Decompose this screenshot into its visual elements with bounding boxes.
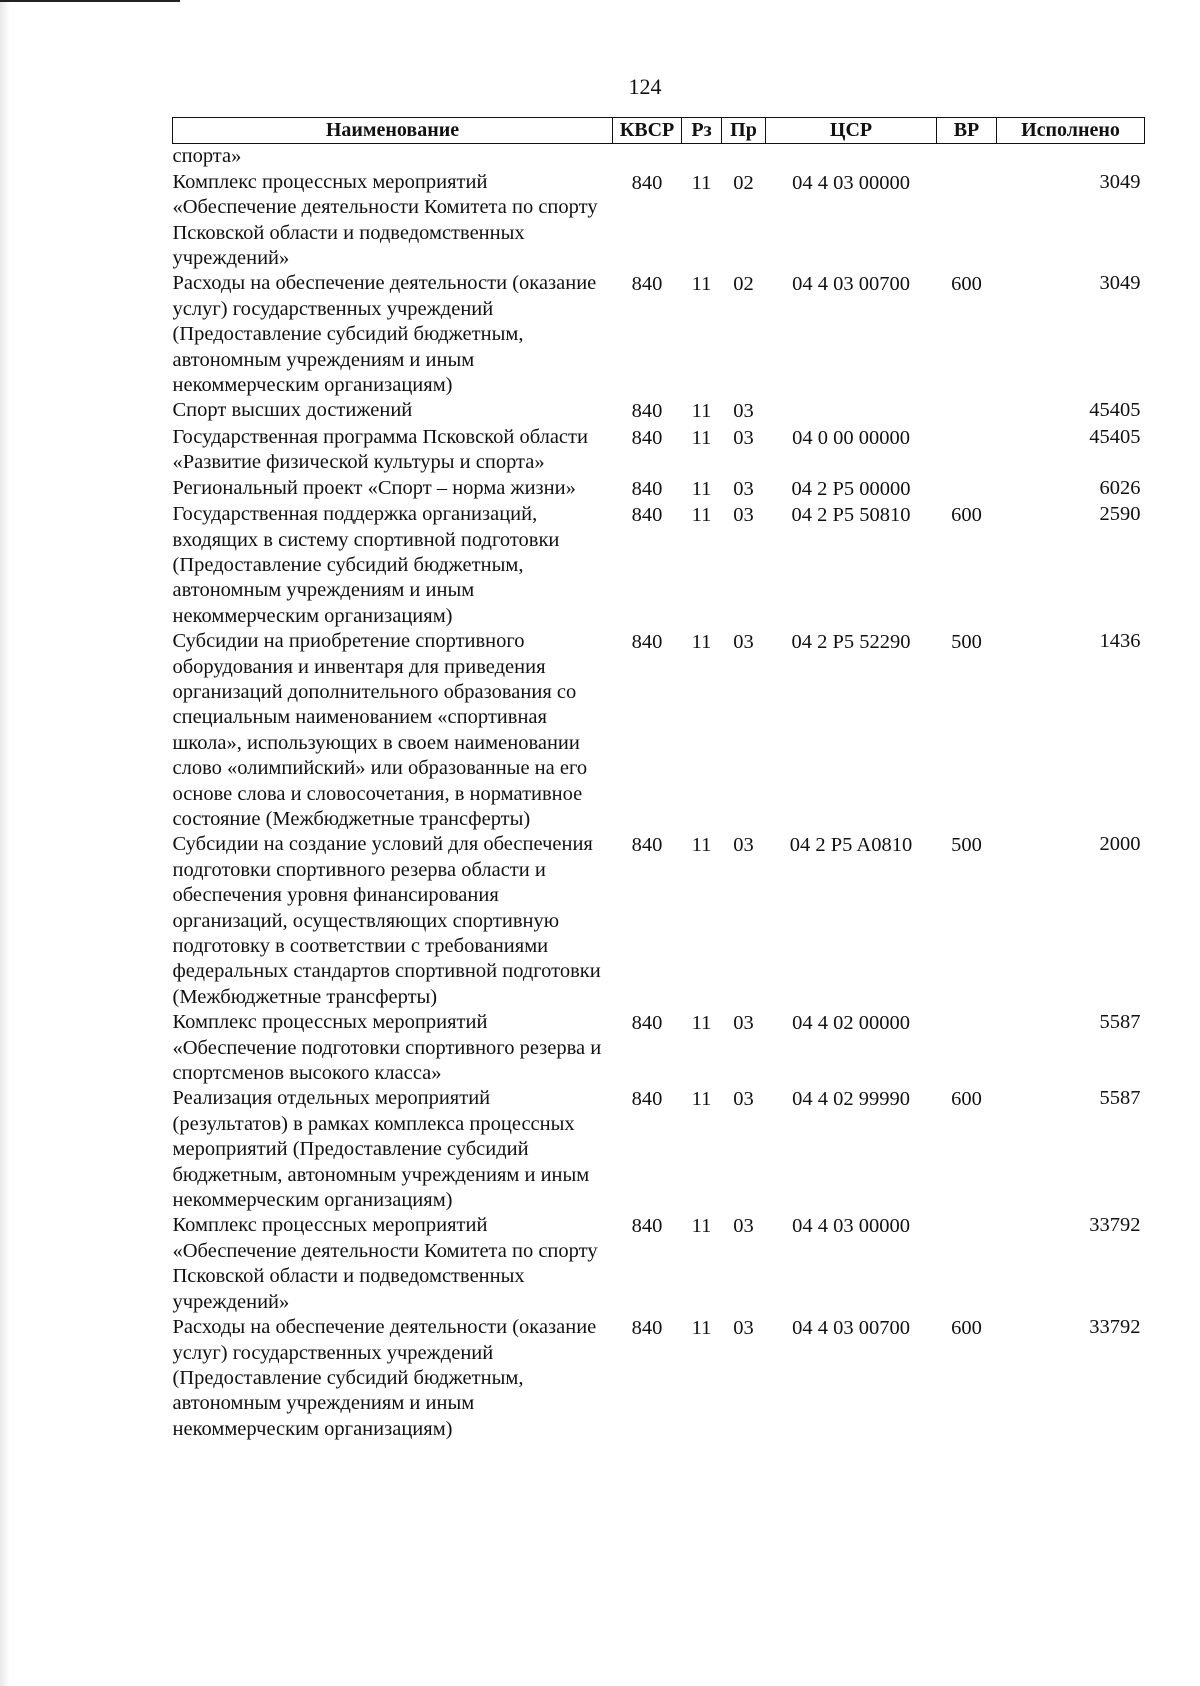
- cell-sum: 33792: [1089, 1214, 1141, 1237]
- table-row: [173, 1010, 1145, 1086]
- cell-rz: 11: [691, 1088, 712, 1111]
- table-header: [173, 118, 1145, 144]
- cell-sum: 2590: [1099, 503, 1141, 526]
- cell-vr: 600: [951, 1088, 982, 1111]
- cell-name: Государственная поддержка организаций, входящих в систему спортивной подготовки (Предоставление субсидий бюджетным, автономным учреждениям и иным некоммерческим организациям): [172, 503, 560, 627]
- table-row: [173, 271, 1145, 398]
- cell-kvsr: 840: [631, 1088, 663, 1111]
- cell-name: спорта»: [172, 145, 242, 168]
- cell-csr: 04 4 03 00000: [792, 1215, 910, 1238]
- budget-table: [172, 117, 1145, 1442]
- cell-vr: [937, 476, 997, 502]
- cell-pr: 03: [733, 477, 754, 500]
- cell-name: Региональный проект «Спорт – норма жизни»: [172, 476, 576, 499]
- table-row: [173, 502, 1145, 629]
- cell-csr: 04 2 P5 50810: [791, 504, 911, 527]
- cell-sum: 45405: [1089, 399, 1141, 422]
- cell-rz: 11: [691, 631, 712, 654]
- cell-name: Комплекс процессных мероприятий «Обеспечение деятельности Комитета по спорту Псковской области и подведомственных учреждений»: [172, 1214, 598, 1313]
- cell-csr: 04 2 P5 A0810: [789, 834, 913, 857]
- cell-pr: 03: [733, 504, 754, 527]
- cell-name: Спорт высших достижений: [172, 399, 413, 422]
- scan-top-line: [0, 0, 180, 2]
- table-row: [173, 1315, 1145, 1442]
- cell-sum: [997, 144, 1145, 170]
- table-body: [173, 144, 1145, 1442]
- cell-rz: 11: [691, 1012, 712, 1035]
- cell-csr: [766, 398, 937, 424]
- cell-csr: 04 4 03 00700: [792, 1317, 910, 1340]
- cell-csr: 04 4 03 00000: [792, 171, 910, 194]
- cell-kvsr: 840: [631, 1317, 663, 1340]
- cell-sum: 3049: [1099, 272, 1141, 295]
- cell-rz: [682, 144, 722, 170]
- cell-vr: 600: [951, 273, 982, 296]
- header-vr: ВР: [937, 118, 997, 144]
- header-csr: ЦСР: [766, 118, 937, 144]
- cell-rz: 11: [691, 504, 712, 527]
- cell-pr: 02: [733, 171, 754, 194]
- cell-sum: 5587: [1099, 1011, 1141, 1034]
- cell-kvsr: 840: [631, 477, 663, 500]
- table-row: [173, 832, 1145, 1010]
- table-row: [173, 476, 1145, 502]
- table-row: [173, 1213, 1145, 1315]
- cell-rz: 11: [691, 477, 712, 500]
- cell-rz: 11: [691, 400, 712, 423]
- cell-sum: 3049: [1099, 170, 1141, 193]
- cell-name: Субсидии на создание условий для обеспечения подготовки спортивного резерва области и обеспечения уровня финансирования организаций, осуществляющих спортивную подготовку в соответствии с требованиями федеральных стандартов спортивной подготовки (Межбюджетные трансферты): [172, 833, 601, 1008]
- cell-sum: 6026: [1099, 476, 1141, 499]
- cell-rz: 11: [691, 426, 712, 449]
- table-row: [173, 170, 1145, 272]
- header-sum: Исполнено: [997, 118, 1145, 144]
- cell-rz: 11: [691, 834, 712, 857]
- cell-rz: 11: [691, 1215, 712, 1238]
- cell-kvsr: 840: [631, 273, 663, 296]
- cell-name: Комплекс процессных мероприятий «Обеспечение подготовки спортивного резерва и спортсменов высокого класса»: [172, 1011, 602, 1085]
- table-row: [173, 144, 1145, 170]
- cell-vr: 600: [951, 1317, 982, 1340]
- cell-vr: [937, 144, 997, 170]
- cell-vr: [937, 1010, 997, 1086]
- cell-vr: [937, 1213, 997, 1315]
- cell-csr: 04 2 P5 00000: [791, 477, 911, 500]
- cell-kvsr: 840: [631, 504, 663, 527]
- cell-kvsr: [613, 144, 682, 170]
- cell-vr: [937, 398, 997, 424]
- table-row: [173, 398, 1145, 424]
- cell-vr: 500: [951, 834, 982, 857]
- header-name: Наименование: [173, 118, 613, 144]
- header-pr: Пр: [722, 118, 766, 144]
- cell-sum: 2000: [1099, 833, 1141, 856]
- cell-kvsr: 840: [631, 1012, 663, 1035]
- cell-pr: 03: [733, 426, 754, 449]
- cell-name: Государственная программа Псковской области «Развитие физической культуры и спорта»: [172, 425, 588, 474]
- cell-kvsr: 840: [631, 1215, 663, 1238]
- table-row: [173, 1086, 1145, 1213]
- header-kvsr: КВСР: [613, 118, 682, 144]
- cell-kvsr: 840: [631, 426, 663, 449]
- cell-name: Реализация отдельных мероприятий (результатов) в рамках комплекса процессных мероприятий (Предоставление субсидий бюджетным, автономным учреждениям и иным некоммерческим организациям): [172, 1087, 590, 1212]
- cell-pr: 03: [733, 1088, 754, 1111]
- cell-pr: 02: [733, 273, 754, 296]
- cell-name: Комплекс процессных мероприятий «Обеспечение деятельности Комитета по спорту Псковской области и подведомственных учреждений»: [172, 170, 598, 270]
- cell-csr: 04 4 02 99990: [792, 1088, 910, 1111]
- cell-kvsr: 840: [631, 171, 663, 194]
- page-number: 124: [628, 74, 662, 99]
- cell-csr: [766, 144, 937, 170]
- cell-csr: 04 4 03 00700: [792, 273, 910, 296]
- cell-name: Субсидии на приобретение спортивного оборудования и инвентаря для приведения организаций дополнительного образования со специальным наименованием «спортивная школа», использующих в своем наименовании слово «олимпийский» или образованные на его основе слова и словосочетания, в нормативное состояние (Межбюджетные трансферты): [172, 630, 588, 830]
- cell-csr: 04 0 00 00000: [792, 426, 910, 449]
- cell-pr: 03: [733, 400, 754, 423]
- cell-sum: 33792: [1089, 1316, 1141, 1339]
- cell-pr: [722, 144, 766, 170]
- cell-sum: 1436: [1099, 630, 1141, 653]
- cell-csr: 04 2 P5 52290: [791, 631, 911, 654]
- cell-pr: 03: [733, 1215, 754, 1238]
- cell-sum: 45405: [1089, 425, 1141, 448]
- cell-pr: 03: [733, 631, 754, 654]
- cell-vr: 600: [951, 504, 982, 527]
- scan-edge-shadow: [0, 0, 10, 1686]
- cell-pr: 03: [733, 834, 754, 857]
- cell-name: Расходы на обеспечение деятельности (оказание услуг) государственных учреждений (Предоставление субсидий бюджетным, автономным учреждениям и иным некоммерческим организациям): [172, 272, 597, 397]
- cell-pr: 03: [733, 1012, 754, 1035]
- table-row: [173, 629, 1145, 832]
- cell-csr: 04 4 02 00000: [792, 1012, 910, 1035]
- cell-rz: 11: [691, 171, 712, 194]
- cell-vr: 500: [951, 631, 982, 654]
- cell-name: Расходы на обеспечение деятельности (оказание услуг) государственных учреждений (Предоставление субсидий бюджетным, автономным учреждениям и иным некоммерческим организациям): [172, 1316, 597, 1440]
- cell-vr: [937, 170, 997, 272]
- header-rz: Рз: [682, 118, 722, 144]
- cell-rz: 11: [691, 273, 712, 296]
- cell-pr: 03: [733, 1317, 754, 1340]
- cell-kvsr: 840: [631, 400, 663, 423]
- cell-rz: 11: [691, 1317, 712, 1340]
- table-row: [173, 425, 1145, 476]
- cell-vr: [937, 425, 997, 476]
- cell-kvsr: 840: [631, 834, 663, 857]
- cell-kvsr: 840: [631, 631, 663, 654]
- cell-sum: 5587: [1099, 1087, 1141, 1110]
